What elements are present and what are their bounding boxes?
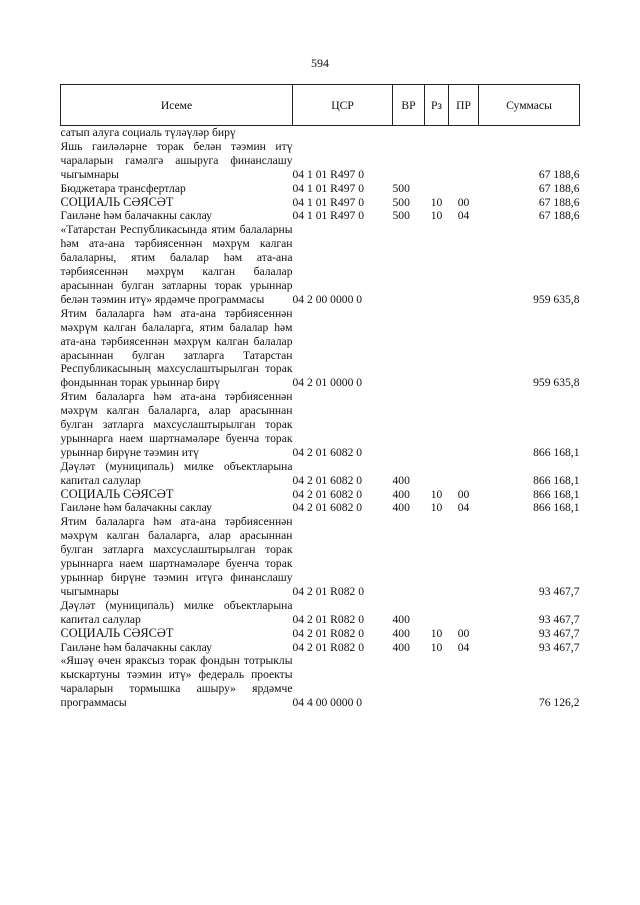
cell-csr: 04 1 01 R497 0 (292, 195, 364, 209)
cell-sum: 67 188,6 (538, 167, 580, 181)
cell-rz (425, 307, 449, 390)
cell-csr: 04 1 01 R497 0 (292, 167, 364, 181)
cell-rz: 10 (430, 626, 443, 640)
row-name-text: СОЦИАЛЬ СӘЯСӘТ (60, 194, 174, 209)
table-row (61, 460, 580, 488)
cell-pr: 04 (457, 640, 470, 654)
cell-sum: 67 188,6 (538, 209, 580, 223)
row-name-text: «Татарстан Республикасында ятим балаларны һәм ата-ана тәрбиясеннән мәхрүм калган балаларны, ятим балалар һәм ата-ана тәрбиясеннән мәхрүм калган балалар арасыннан булган затларны торак урыннар белән тәэмин итү» ярдәмче программасы (60, 223, 293, 306)
cell-pr (449, 599, 479, 627)
column-header-sum: Суммасы (479, 85, 580, 126)
row-name-text: Бюджетара трансфертлар (60, 181, 186, 195)
cell-csr: 04 2 01 6082 0 (292, 473, 363, 487)
cell-sum (479, 126, 580, 140)
cell-name (61, 223, 293, 306)
cell-pr (449, 126, 479, 140)
table-row (61, 140, 580, 182)
cell-pr (449, 140, 479, 182)
cell-vr: 400 (392, 612, 410, 626)
cell-vr: 400 (392, 487, 410, 501)
row-name-text: Гаиләне һәм балачакны саклау (60, 209, 212, 223)
table-row (61, 501, 580, 515)
cell-csr: 04 2 01 R082 0 (292, 584, 364, 598)
cell-name (61, 460, 293, 488)
cell-name (61, 599, 293, 627)
cell-vr: 400 (392, 626, 410, 640)
cell-sum: 67 188,6 (538, 181, 580, 195)
table-row (61, 126, 580, 140)
cell-pr (449, 390, 479, 460)
cell-sum: 67 188,6 (538, 195, 580, 209)
cell-pr (449, 654, 479, 710)
row-name-text: Гаиләне һәм балачакны саклау (60, 501, 212, 515)
cell-pr (449, 223, 479, 306)
cell-name (61, 641, 293, 655)
cell-csr: 04 2 01 6082 0 (292, 487, 363, 501)
cell-vr: 400 (392, 640, 410, 654)
cell-csr: 04 2 01 R082 0 (292, 612, 364, 626)
cell-name (61, 627, 293, 641)
row-name-text: Гаиләне һәм балачакны саклау (60, 640, 212, 654)
column-header-rz: Рз (425, 85, 449, 126)
cell-rz (425, 140, 449, 182)
row-name-text: Ятим балаларга һәм ата-ана тәрбиясеннән мәхрүм калган балаларга, алар арасыннан булган затларга махсуслаштырылган торак урыннарга наем шартнамәләре буенча торак урыннар бирүне тәэмин итү (60, 390, 293, 459)
table-row (61, 390, 580, 460)
row-name-text: сатып алуга социаль түләүләр бирү (60, 126, 236, 139)
column-header-pr: ПР (449, 85, 479, 126)
cell-pr (449, 460, 479, 488)
cell-csr: 04 2 00 0000 0 (292, 292, 363, 306)
table-row (61, 209, 580, 223)
cell-sum: 959 635,8 (533, 376, 580, 390)
row-name-text: Дәүләт (муниципаль) милке объектларына капитал салулар (60, 459, 293, 487)
cell-rz (425, 126, 449, 140)
cell-pr: 00 (457, 626, 470, 640)
cell-rz (425, 223, 449, 306)
cell-name (61, 654, 293, 710)
column-header-name: Исеме (61, 85, 293, 126)
cell-rz (425, 182, 449, 196)
row-name-text: Ятим балаларга һәм ата-ана тәрбиясеннән мәхрүм калган балаларга, алар арасыннан булган затларга махсуслаштырылган торак урыннарга наем шартнамәләре буенча торак урыннар бирүне тәэмин итүгә финанслашу чыгымнары (60, 515, 293, 598)
cell-pr (449, 182, 479, 196)
cell-vr: 400 (392, 473, 410, 487)
cell-vr: 500 (392, 209, 410, 223)
cell-rz: 10 (430, 487, 443, 501)
cell-rz (425, 515, 449, 598)
row-name-text: Яшь гаиләләрне торак белән тәэмин итү чараларын гамәлгә ашыруга финанслашу чыгымнары (60, 139, 293, 181)
cell-vr (393, 654, 425, 710)
row-name-text: СОЦИАЛЬ СӘЯСӘТ (60, 486, 174, 501)
cell-csr: 04 1 01 R497 0 (292, 181, 364, 195)
cell-rz: 10 (430, 501, 443, 515)
cell-rz (425, 460, 449, 488)
row-name-text: Дәүләт (муниципаль) милке объектларына капитал салулар (60, 598, 293, 626)
cell-vr: 500 (392, 195, 410, 209)
cell-csr: 04 1 01 R497 0 (292, 209, 364, 223)
cell-sum: 93 467,7 (538, 612, 580, 626)
cell-sum: 93 467,7 (538, 626, 580, 640)
cell-pr: 04 (457, 501, 470, 515)
cell-name (61, 140, 293, 182)
table-row (61, 182, 580, 196)
cell-name (61, 501, 293, 515)
table-row (61, 488, 580, 502)
cell-name (61, 126, 293, 140)
row-name-text: СОЦИАЛЬ СӘЯСӘТ (60, 625, 174, 640)
table-row (61, 196, 580, 210)
cell-rz: 10 (430, 640, 443, 654)
table-row (61, 599, 580, 627)
cell-csr: 04 2 01 R082 0 (292, 626, 364, 640)
cell-name (61, 515, 293, 598)
cell-name (61, 182, 293, 196)
cell-rz: 10 (430, 195, 443, 209)
cell-name (61, 209, 293, 223)
cell-sum: 866 168,1 (533, 473, 580, 487)
cell-sum: 866 168,1 (533, 445, 580, 459)
cell-csr: 04 2 01 R082 0 (292, 640, 364, 654)
cell-vr (393, 307, 425, 390)
table-row (61, 223, 580, 306)
cell-sum: 93 467,7 (538, 640, 580, 654)
cell-vr: 400 (392, 501, 410, 515)
cell-rz (425, 654, 449, 710)
cell-vr (393, 140, 425, 182)
table-body (61, 126, 580, 711)
cell-pr (449, 307, 479, 390)
column-header-vr: ВР (393, 85, 425, 126)
table-header-row (61, 85, 580, 126)
cell-vr (393, 126, 425, 140)
cell-rz: 10 (430, 209, 443, 223)
cell-name (61, 307, 293, 390)
cell-csr: 04 2 01 6082 0 (292, 445, 363, 459)
cell-name (61, 390, 293, 460)
page-number: 594 (311, 56, 329, 70)
row-name-text: «Яшәү өчен яраксыз торак фондын тотрыклы кыскартуны тәэмин итү» федераль проекты чараларын тормышка ашыру» ярдәмче программасы (60, 654, 293, 710)
cell-rz (425, 390, 449, 460)
table-row (61, 515, 580, 598)
cell-vr (393, 390, 425, 460)
cell-name (61, 488, 293, 502)
cell-rz (425, 599, 449, 627)
cell-pr: 00 (457, 487, 470, 501)
cell-vr (393, 223, 425, 306)
budget-table (60, 84, 580, 710)
cell-pr: 04 (457, 209, 470, 223)
cell-sum: 866 168,1 (533, 487, 580, 501)
table-row (61, 641, 580, 655)
cell-csr: 04 2 01 0000 0 (292, 376, 363, 390)
cell-sum: 76 126,2 (538, 696, 580, 710)
row-name-text: Ятим балаларга һәм ата-ана тәрбиясеннән мәхрүм калган балаларга, ятим балалар һәм ата-ана тәрбиясеннән мәхрүм калган балалар арасыннан булган затларга Татарстан Республикасының махсуслаштырылган торак фондыннан торак урыннар бирү (60, 306, 293, 390)
cell-pr: 00 (457, 195, 470, 209)
cell-csr (293, 126, 393, 140)
cell-vr: 500 (392, 181, 410, 195)
table-row (61, 627, 580, 641)
cell-sum: 959 635,8 (533, 292, 580, 306)
table-row (61, 307, 580, 390)
table-row (61, 654, 580, 710)
cell-sum: 866 168,1 (533, 501, 580, 515)
cell-csr: 04 2 01 6082 0 (292, 501, 363, 515)
column-header-csr: ЦСР (293, 85, 393, 126)
cell-pr (449, 515, 479, 598)
cell-csr: 04 4 00 0000 0 (292, 696, 363, 710)
cell-sum: 93 467,7 (538, 584, 580, 598)
cell-name (61, 196, 293, 210)
cell-vr (393, 515, 425, 598)
